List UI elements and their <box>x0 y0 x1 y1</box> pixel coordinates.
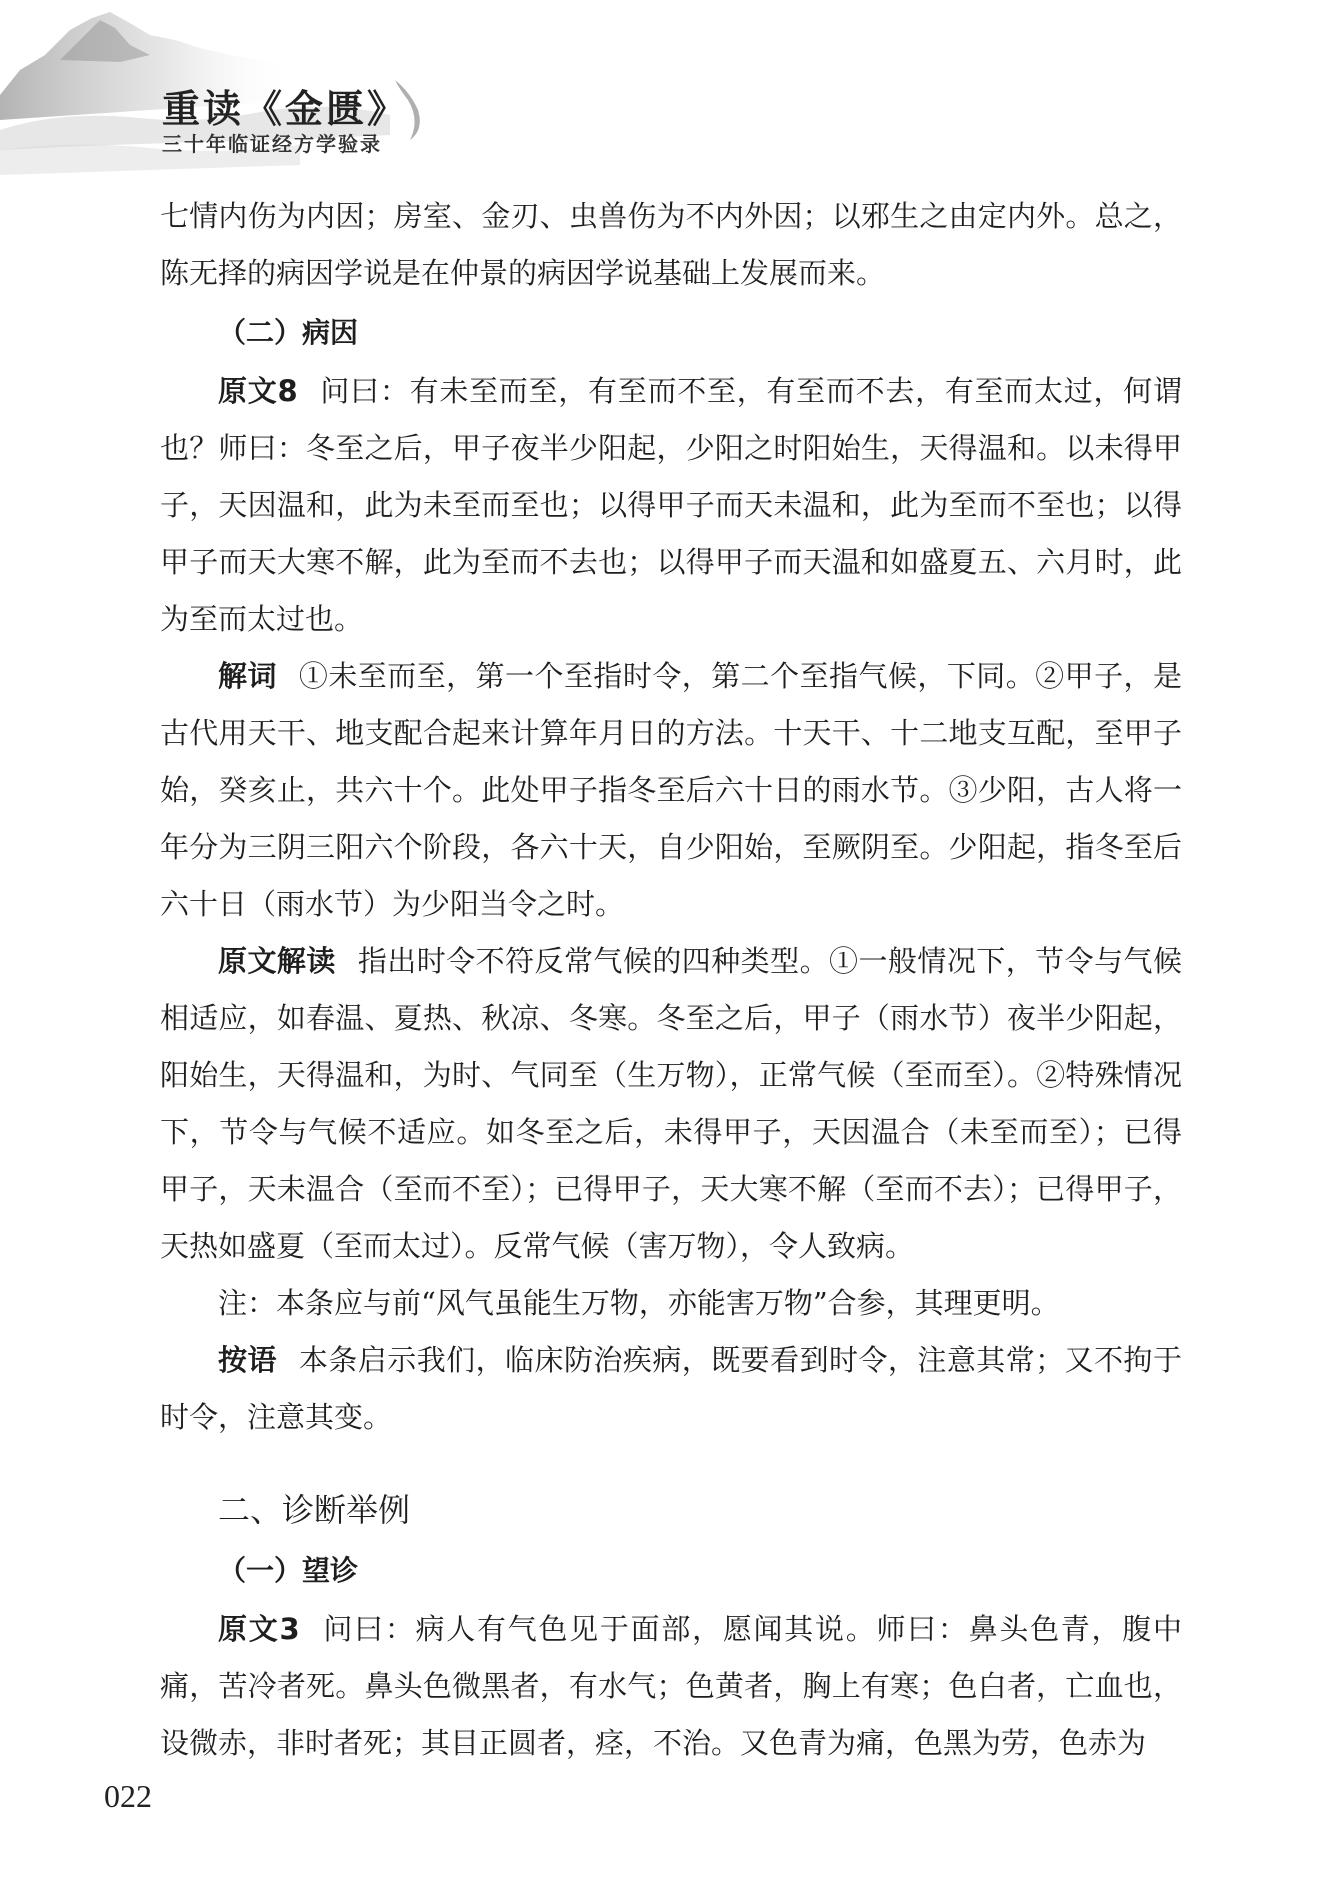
label-jieci: 解词 <box>218 659 277 693</box>
paragraph-jieci <box>160 648 1182 933</box>
section-heading-zhenduan: 二、诊断举例 <box>218 1491 411 1529</box>
book-title: 重读《金匮》 <box>162 87 409 131</box>
paragraph-anyu <box>160 1332 1182 1446</box>
jieci-text: ①未至而至，第一个至指时令，第二个至指气候，下同。②甲子，是古代用天干、地支配合起来计算年月日的方法。十天干、十二地支互配，至甲子始，癸亥止，共六十个。此处甲子指冬至后六十日的雨水节。③少阳，古人将一年分为三阴三阳六个阶段，各六十天，自少阳始，至厥阴至。少阳起，指冬至后六十日（雨水节）为少阳当令之时。 <box>160 659 1182 921</box>
label-yuanwen-3: 原文3 <box>218 1612 300 1646</box>
yuanwen-3-text: 问曰：病人有气色见于面部，愿闻其说。师曰：鼻头色青，腹中痛，苦冷者死。鼻头色微黑者，有水气；色黄者，胸上有寒；色白者，亡血也，设微赤，非时者死；其目正圆者，痉，不治。又色青为痛，色黑为劳，色赤为 <box>160 1612 1182 1760</box>
paragraph-note: 注：本条应与前“风气虽能生万物，亦能害万物”合参，其理更明。 <box>218 1286 1060 1320</box>
anyu-text: 本条启示我们，临床防治疾病，既要看到时令，注意其常；又不拘于时令，注意其变。 <box>160 1343 1182 1434</box>
label-yuanwen-8: 原文8 <box>218 374 298 408</box>
paragraph-yuanwen-3 <box>160 1601 1182 1772</box>
yuanwen-8-text: 问曰：有未至而至，有至而不至，有至而不去，有至而太过，何谓也？师曰：冬至之后，甲子夜半少阳起，少阳之时阳始生，天得温和。以未得甲子，天因温和，此为未至而至也；以得甲子而天未温和，此为至而不至也；以得甲子而天大寒不解，此为至而不去也；以得甲子而天温和如盛夏五、六月时，此为至而太过也。 <box>160 374 1182 636</box>
page-number: 022 <box>104 1778 152 1814</box>
paragraph-jiedu <box>160 933 1182 1275</box>
paragraph-intro: 七情内伤为内因；房室、金刃、虫兽伤为不内外因；以邪生之由定内外。总之，陈无择的病因学说是在仲景的病因学说基础上发展而来。 <box>160 199 1182 290</box>
book-subtitle: 三十年临证经方学验录 <box>162 132 382 156</box>
running-header <box>0 0 560 180</box>
jiedu-text: 指出时令不符反常气候的四种类型。①一般情况下，节令与气候相适应，如春温、夏热、秋凉、冬寒。冬至之后，甲子（雨水节）夜半少阳起，阳始生，天得温和，为时、气同至（生万物），正常气候（至而至）。②特殊情况下，节令与气候不适应。如冬至之后，未得甲子，天因温合（未至而至）；已得甲子，天未温合（至而不至）；已得甲子，天大寒不解（至而不去）；已得甲子，天热如盛夏（至而太过）。反常气候（害万物），令人致病。 <box>160 944 1182 1263</box>
section-heading-bingyin: （二）病因 <box>218 316 359 349</box>
paragraph-yuanwen-8 <box>160 363 1182 648</box>
page-body <box>160 188 1182 1772</box>
label-jiedu: 原文解读 <box>218 944 336 978</box>
section-heading-wangzhen: （一）望诊 <box>218 1554 359 1587</box>
label-anyu: 按语 <box>218 1343 277 1377</box>
